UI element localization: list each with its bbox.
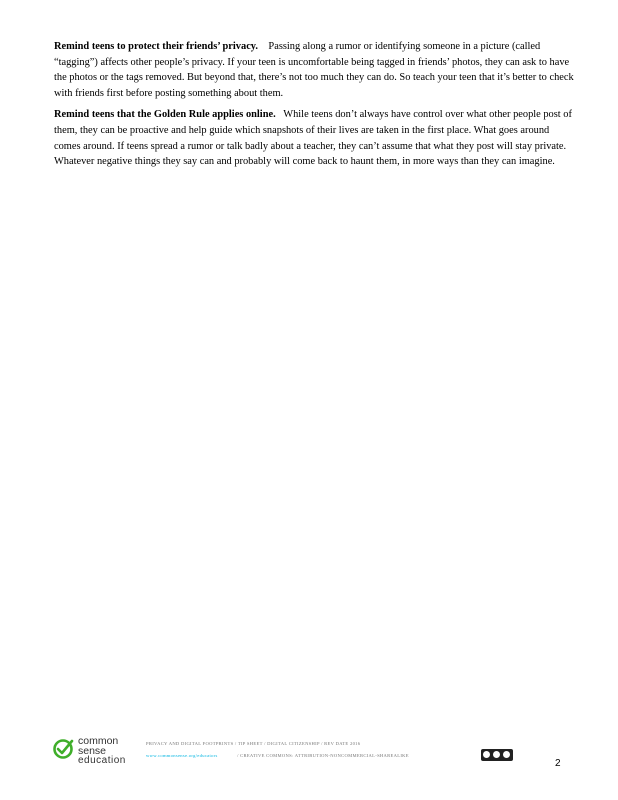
document-body <box>54 39 574 176</box>
paragraph-lead: Remind teens to protect their friends’ privacy. <box>54 41 259 52</box>
checkmark-circle-icon <box>52 738 74 760</box>
logo-word-sense: sense <box>78 745 107 757</box>
paragraph-lead: Remind teens that the Golden Rule applies online. <box>54 109 276 121</box>
logo-word-common: common <box>78 735 119 747</box>
paragraph-golden-rule <box>54 107 574 169</box>
page-footer <box>52 736 572 770</box>
logo-wordmark <box>78 736 126 766</box>
footer-document-meta: PRIVACY AND DIGITAL FOOTPRINTS / TIP SHEET / DIGITAL CITIZENSHIP / REV DATE 2016 <box>146 741 361 746</box>
paragraph-friends-privacy <box>54 39 574 101</box>
footer-url-link[interactable]: www.commonsense.org/educators <box>146 753 218 758</box>
logo-word-education: education <box>78 755 126 766</box>
creative-commons-icon <box>481 749 513 761</box>
common-sense-logo <box>52 736 132 770</box>
paragraph-text: Passing along a rumor or identifying someone in a picture (called “tagging”) affects other people’s privacy. If your teen is uncomfortable being tagged in friends’ photos, they can ask to have the photos or the tags removed. But beyond that, there’s not too much they can do. So teach your teen that it’s better to check with friends first before posting something about them. <box>54 41 574 99</box>
footer-license: / CREATIVE COMMONS: ATTRIBUTION-NONCOMMERCIAL-SHAREALIKE <box>237 753 409 758</box>
paragraph-text: While teens don’t always have control over what other people post of them, they can be proactive and help guide which snapshots of their lives are taken in the first place. What goes around comes around. If teens spread a rumor or talk badly about a teacher, they can’t assume that what they post will stay private. Whatever negative things they say can and probably will come back to haunt them, in more ways than they can imagine. <box>54 109 572 168</box>
page-number: 2 <box>555 758 561 769</box>
footer-line-2 <box>146 753 409 758</box>
